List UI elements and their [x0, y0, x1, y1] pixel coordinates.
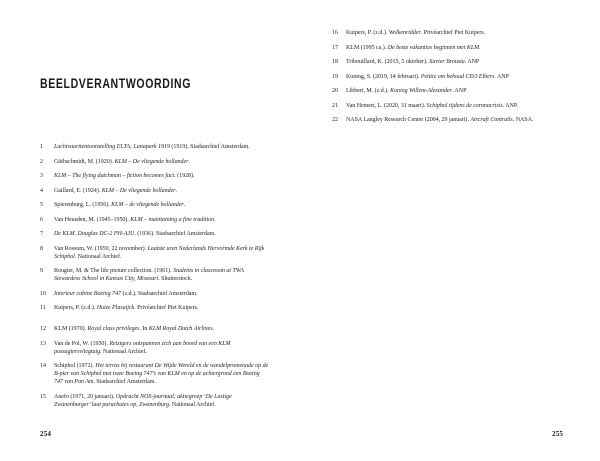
credit-item-14 — [40, 362, 269, 386]
credit-number: 3 — [40, 173, 43, 179]
credit-text: Kuipers, P. (z.d.). Huize Plasuijck. Privéarchief Piet Kuipers. — [54, 305, 199, 311]
credit-item-3 — [40, 172, 269, 180]
credit-number: 1 — [40, 144, 43, 150]
credit-item-2 — [40, 158, 269, 166]
credit-number: 2 — [40, 158, 43, 165]
credit-number: 9 — [40, 268, 43, 274]
credit-text: Rougier, M. & The life picture collection. (1961). Students in classroom at TWA Stewardess School in Kansas City, Missouri. Shutterstock. — [54, 268, 244, 282]
credit-text: Van de Pol, W. (1950). Reizigers ontspannen zich aan boord van een KLM passagiersvliegtuig. Nationaal Archief. — [54, 340, 231, 355]
credit-text: Libbert, M. (z.d.). Koning Willem-Alexander. ANP — [346, 88, 467, 94]
credit-item-11 — [40, 304, 269, 312]
credit-item-4 — [40, 187, 269, 195]
credit-text: NASA Langley Research Center (2004, 29 januari). Aircraft Contrails. NASA. — [346, 117, 534, 123]
credit-number: 18 — [332, 59, 338, 65]
credit-item-19 — [332, 73, 580, 81]
credit-number: 13 — [40, 340, 46, 347]
credit-item-21 — [332, 102, 580, 110]
credit-number: 16 — [332, 30, 338, 36]
credit-number: 15 — [40, 393, 46, 400]
credit-text: Tribouillard, K. (2015, 5 oktober). Xavier Brousta. ANP — [346, 59, 480, 65]
credit-number: 12 — [40, 326, 46, 332]
credit-item-5 — [40, 201, 269, 209]
credit-number: 11 — [40, 305, 46, 311]
credit-number: 14 — [40, 363, 46, 369]
credit-item-20 — [332, 87, 580, 95]
credit-text: Gaillard, E. (1924). KLM – De vliegende hollander. — [54, 187, 177, 194]
credit-text: Interieur cabine Boeing 747 (z.d.). Stadsarchief Amsterdam. — [54, 290, 198, 297]
credit-text: Spierenburg, L. (1956). KLM – de vliegende hollander. — [54, 202, 186, 208]
credit-item-15 — [40, 393, 269, 409]
credit-text: Luchtvaarttentoonstelling ELTA; Lunapark 1919 (1919). Stadsarchief Amsterdam. — [54, 144, 250, 150]
credit-text: Kuipers, P. (z.d.). Wolkenridder. Privéarchief Piet Kuipers. — [346, 30, 486, 36]
credit-number: 8 — [40, 245, 43, 252]
credit-text: De KLM. Douglas DC-2 PH-AJU. (1936). Stadsarchief Amsterdam. — [54, 231, 216, 237]
credit-item-17 — [332, 44, 580, 52]
credit-text: Van Heusden, M. (1945–1950). KLM – maintaining a fine tradition. — [54, 216, 216, 223]
credit-text: Van Rossum, W. (1959, 22 november). Laatste uren Nederlands Hervormde Kerk te Rijk Schiphol. Nationaal Archief. — [54, 245, 265, 260]
credit-item-12 — [40, 325, 269, 333]
credit-text: Anefo (1971, 20 januari). Opdracht NOS-journaal; aktiegroep ‘De Lastige Zwanenburger’ laat parachutes op, Zwanenburg. Nationaal Archief. — [54, 393, 232, 408]
credit-number: 19 — [332, 73, 338, 80]
credit-number: 5 — [40, 202, 43, 208]
credit-item-10 — [40, 290, 269, 298]
credit-item-6 — [40, 216, 269, 224]
credit-item-9 — [40, 267, 269, 283]
credit-text: Schiphol (1972). Het terras bij restaurant De Wijde Wereld en de wandelpromenade op de B-pier van Schiphol met twee Boeing 747’s van KLM en op de achtergrond een Boeing 747 van Pan Am. Stadsarchief Amsterdam. — [54, 363, 269, 385]
credit-number: 21 — [332, 102, 338, 109]
credit-number: 10 — [40, 290, 46, 297]
credit-item-1 — [40, 143, 269, 151]
credit-text: Koning, S. (2019, 14 februari). Petitie om behoud CEO Elbers. ANP — [346, 73, 509, 80]
credit-text: KLM (1995 ca.). De beste vakanties beginnen met KLM. — [346, 44, 481, 51]
page-title: BEELDVERANTWOORDING — [40, 76, 192, 91]
credit-number: 22 — [332, 117, 338, 123]
page-number-right: 255 — [552, 430, 564, 438]
credit-number: 6 — [40, 216, 43, 223]
credits-list-left — [40, 143, 269, 415]
credit-text: Van Hemert, L. (2020, 31 maart). Schiphol tijdens de coronacrisis. ANP. — [346, 102, 518, 109]
credit-item-16 — [332, 29, 580, 37]
credit-item-7 — [40, 230, 269, 238]
credit-item-13 — [40, 340, 269, 356]
credit-text: KLM (1970). Royal class privileges. In KLM Royal Dutch Airlines. — [54, 326, 214, 332]
credit-number: 17 — [332, 44, 338, 51]
credits-list-right — [332, 29, 580, 131]
credit-item-18 — [332, 58, 580, 66]
credit-number: 20 — [332, 88, 338, 94]
right-page — [300, 0, 600, 461]
credit-text: KLM – The flying dutchman – fiction becomes fact. (1928). — [54, 173, 195, 179]
credit-number: 4 — [40, 187, 43, 194]
page-number-left: 254 — [40, 430, 52, 438]
credit-number: 7 — [40, 231, 43, 237]
credit-text: Güthschmidt, M. (1920). KLM – De vliegende hollander. — [54, 158, 190, 165]
credit-item-22 — [332, 116, 580, 124]
credit-item-8 — [40, 245, 269, 261]
